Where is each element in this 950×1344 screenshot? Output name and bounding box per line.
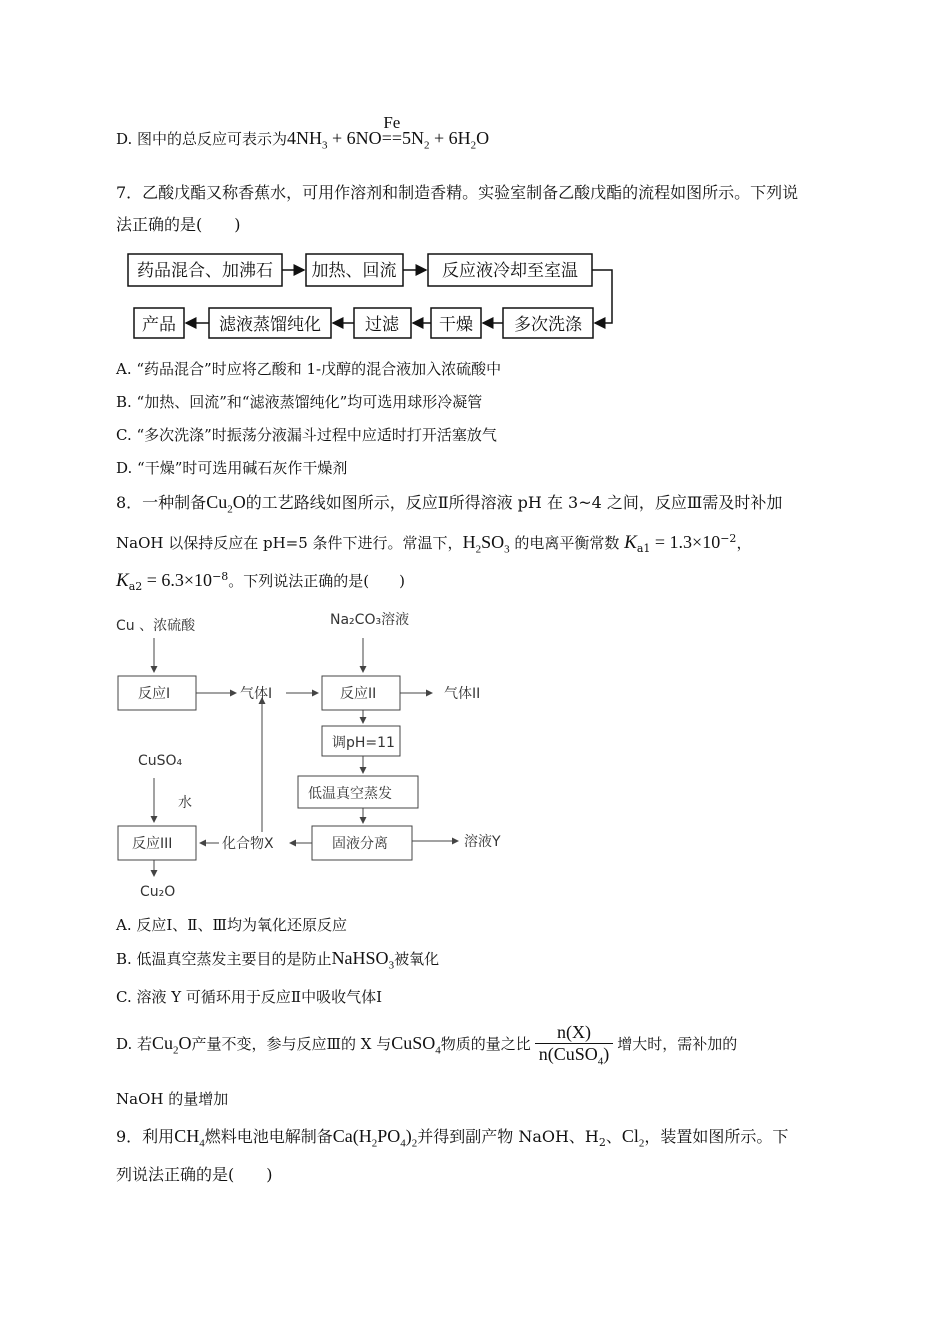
q7-option-d: D. “干燥”时可选用碱石灰作干燥剂 xyxy=(116,459,348,477)
diagram-compound-x: 化合物X xyxy=(222,836,274,852)
q7-flowchart xyxy=(116,248,626,344)
q8-stem-line2: NaOH 以保持反应在 pH=5 条件下进行。常温下，$H_2SO_3$ 的电离平衡常数 $K_{a1} = 1.3\times 10^{-2}$， xyxy=(116,532,752,556)
q7-option-c: C. “多次洗涤”时振荡分液漏斗过程中应适时打开活塞放气 xyxy=(116,426,497,444)
flow-step4-label: 多次洗涤 xyxy=(514,315,582,335)
diagram-input-cu: Cu 、浓硫酸 xyxy=(116,618,196,634)
flow-step6-label: 过滤 xyxy=(365,315,399,335)
diagram-cuso4: CuSO₄ xyxy=(138,753,183,769)
flow-step5-label: 干燥 xyxy=(439,315,473,335)
catalyst-equals: Fe == xyxy=(381,113,402,148)
flowchart-svg xyxy=(116,248,626,340)
reaction-equation: $4NH_3 + 6NO$ Fe $==5N_2 + 6H_2O$ xyxy=(287,113,490,152)
q8-option-a: A. 反应Ⅰ、Ⅱ、Ⅲ均为氧化还原反应 xyxy=(116,916,347,934)
q8-option-d-line2: NaOH 的量增加 xyxy=(116,1090,229,1108)
flow-step7-label: 滤液蒸馏纯化 xyxy=(219,315,321,335)
q8-process-diagram xyxy=(110,604,530,908)
diagram-water: 水 xyxy=(178,795,192,811)
diagram-reaction1: 反应I xyxy=(138,686,171,702)
q8-option-c: C. 溶液 Y 可循环用于反应Ⅱ中吸收气体Ⅰ xyxy=(116,988,383,1006)
q8-option-b: B. 低温真空蒸发主要目的是防止NaHSO$_3$被氧化 xyxy=(116,948,440,972)
q7-option-b: B. “加热、回流”和“滤液蒸馏纯化”均可选用球形冷凝管 xyxy=(116,393,483,411)
q6-option-d xyxy=(116,113,490,152)
diagram-separation: 固液分离 xyxy=(332,836,388,852)
q7-stem-line1: 7．乙酸戊酯又称香蕉水，可用作溶剂和制造香精。实验室制备乙酸戊酯的流程如图所示。下列说 xyxy=(116,183,799,202)
diagram-evaporation: 低温真空蒸发 xyxy=(308,786,392,802)
q8-stem-line1: 8．一种制备$Cu_2O$的工艺路线如图所示，反应Ⅱ所得溶液 pH 在 3~4 之间，反应Ⅲ需及时补加 xyxy=(116,492,783,516)
flow-step8-label: 产品 xyxy=(142,315,176,335)
diagram-adjust-ph: 调pH=11 xyxy=(332,735,395,751)
q7-stem-line2: 法正确的是( ) xyxy=(116,215,241,234)
q9-stem-line2: 列说法正确的是( ) xyxy=(116,1165,273,1184)
flow-step1-label: 药品混合、加沸石 xyxy=(137,261,273,281)
diagram-solution-y: 溶液Y xyxy=(464,834,501,850)
catalyst-label: Fe xyxy=(383,113,401,132)
process-svg xyxy=(110,604,530,904)
diagram-gas2: 气体II xyxy=(444,686,481,702)
diagram-input-na2co3: Na₂CO₃溶液 xyxy=(330,612,410,628)
q8-option-d: D. 若$Cu_2O$产量不变，参与反应Ⅲ的 X 与CuSO$_4$物质的量之比 $\frac{n(X)}{n(CuSO_4)}$ 增大时，需补加的 xyxy=(116,1022,738,1068)
diagram-reaction3: 反应III xyxy=(132,836,173,852)
q9-stem-line1: 9．利用$CH_4$燃料电池电解制备$Ca(H_2PO_4)_2$并得到副产物 NaOH、$H_2$、$Cl_2$，装置如图所示。下 xyxy=(116,1126,789,1150)
q8-stem-line3: $K_{a2} = 6.3\times 10^{-8}$。下列说法正确的是( ) xyxy=(116,570,405,593)
diagram-product-cu2o: Cu₂O xyxy=(140,884,176,900)
diagram-gas1: 气体I xyxy=(240,686,273,702)
flow-step2-label: 加热、回流 xyxy=(311,261,397,281)
flow-step3-label: 反应液冷却至室温 xyxy=(442,261,578,281)
q7-option-a: A. “药品混合”时应将乙酸和 1-戊醇的混合液加入浓硫酸中 xyxy=(116,360,502,378)
ratio-fraction: $\frac{n(X)}{n(CuSO_4)}$ xyxy=(535,1022,614,1068)
diagram-reaction2: 反应II xyxy=(340,686,377,702)
option-text: D. 图中的总反应可表示为 xyxy=(116,130,288,148)
